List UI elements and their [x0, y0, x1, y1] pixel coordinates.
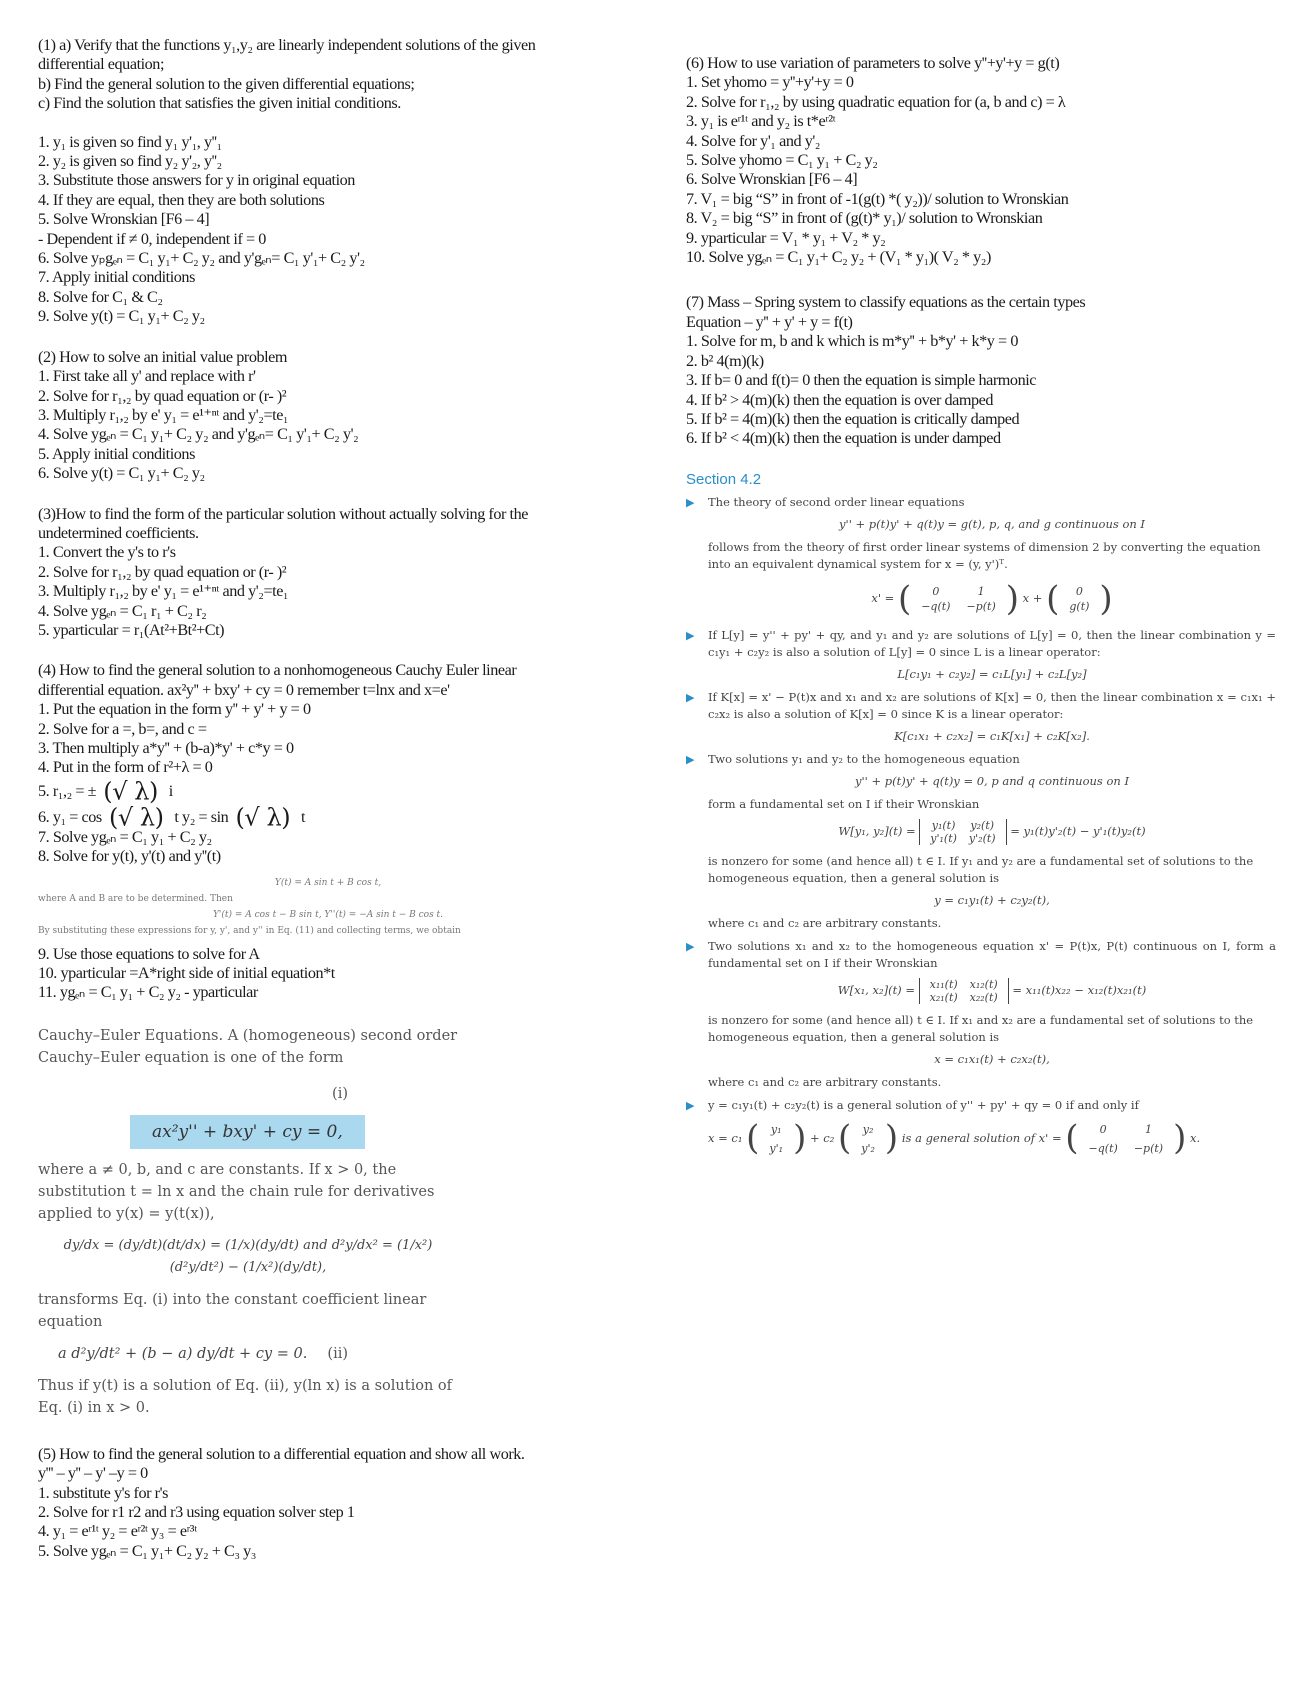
text-line: 4. Solve for y'₁ and y'₂ [686, 131, 821, 150]
right-column [686, 54, 1276, 1164]
matrix-entry: 0 [1099, 1122, 1107, 1136]
matrix-entry: −q(t) [921, 599, 951, 613]
triangle-bullet-icon: ▶ [686, 752, 695, 766]
triangle-bullet-icon: ▶ [686, 939, 695, 953]
x-plus: x + [1022, 590, 1043, 605]
matrix-entry: −p(t) [966, 599, 996, 613]
plus-c2: + c₂ [809, 1130, 835, 1145]
bullet-6 [686, 1097, 1276, 1114]
wronskian-y [708, 819, 1276, 845]
text-line: 7. Solve ygₑₙ = C₁ y₁ + C₂ y₂ [38, 827, 212, 846]
text-line: 2. Solve for r1 r2 and r3 using equation solver step 1 [38, 1503, 355, 1522]
forcing-vector: ( 0 g(t) ) [1046, 578, 1113, 619]
matrix-entry: y'₂ [861, 1141, 875, 1155]
text-line: differential equation; [38, 55, 164, 74]
text-line: 8. V₂ = big “S” in front of (g(t)* y₁)/ solution to Wronskian [686, 209, 1043, 228]
x-prime: x' = [871, 590, 895, 605]
text-line: 10. yparticular =A*right side of initial equation*t [38, 964, 335, 982]
matrix-entry: 1 [1144, 1122, 1152, 1136]
text-line: 9. Solve y(t) = C₁ y₁+ C₂ y₂ [38, 307, 205, 326]
wronskian-determinant [919, 819, 1006, 845]
textbook-paragraph: Thus if y(t) is a solution of Eq. (ii), y(ln x) is a solution of Eq. (i) in x > 0. [38, 1377, 452, 1416]
matrix-entry: y'₁(t) [930, 831, 957, 845]
y2-sin-label: t y₂ = sin [174, 807, 229, 826]
text-line: 4. y₁ = eʳ¹ᵗ y₂ = eʳ²ᵗ y₃ = eʳ³ᵗ [38, 1522, 197, 1541]
text-line: 4. If b² > 4(m)(k) then the equation is over damped [686, 390, 994, 409]
section-heading: Section 4.2 [686, 470, 762, 488]
text-line: c) Find the solution that satisfies the given initial conditions. [38, 94, 401, 113]
text-line: 3. Multiply r₁,₂ by e' y₁ = e¹⁺ⁿᵗ and y'₂=te₁ [38, 405, 289, 424]
text-line: 1. Solve for m, b and k which is m*y'' + b*y' + k*y = 0 [686, 332, 1018, 351]
text-line: 1. Put the equation in the form y'' + y' + y = 0 [38, 700, 311, 719]
cauchy-euler-equation: ax²y'' + bxy' + cy = 0, [130, 1115, 365, 1149]
text-line: 5. If b² = 4(m)(k) then the equation is critically damped [686, 409, 1020, 428]
imag-unit: i [168, 781, 173, 800]
triangle-bullet-icon: ▶ [686, 690, 695, 704]
text-line: 5. Solve yhomo = C₁ y₁ + C₂ y₂ [686, 151, 878, 170]
matrix-entry: y'₁ [769, 1141, 784, 1155]
bullet-text: y = c₁y₁(t) + c₂y₂(t) is a general solution of y'' + py' + qy = 0 if and only if [708, 1097, 1139, 1112]
text-line: 11. ygₑₙ = C₁ y₁ + C₂ y₂ - yparticular [38, 983, 258, 1002]
text-line: 4. Solve ygₑₙ = C₁ r₁ + C₂ r₂ [38, 601, 207, 620]
y1-cos-label: 6. y₁ = cos [38, 807, 102, 826]
bullet-5 [686, 938, 1276, 972]
section-4c [38, 945, 618, 1003]
bullet-paragraph: follows from the theory of first order linear systems of dimension 2 by converting the equation into an equivalent dynamical system for x = (y, y')ᵀ. [708, 539, 1261, 571]
text-line: 3. If b= 0 and f(t)= 0 then the equation is simple harmonic [686, 371, 1036, 390]
bullet-text: Two solutions x₁ and x₂ to the homogeneous equation x' = P(t)x, P(t) continuous on I, form a fundamental set on I if their Wronskian [708, 938, 1276, 970]
text-line: Equation – y'' + y' + y = f(t) [686, 312, 853, 331]
text-line: (1) a) Verify that the functions y₁,y₂ are linearly independent solutions of the given [38, 36, 536, 54]
constant-coeff-equation: a d²y/dt² + (b − a) dy/dt + cy = 0. [58, 1345, 308, 1362]
bullet-text: If K[x] = x' − P(t)x and x₁ and x₂ are solutions of K[x] = 0, then the linear combination x = c₁x₁ + c₂x₂ is also a solution of K[x] = 0 since K is a linear operator: [708, 689, 1276, 721]
chain-rule-equation: dy/dx = (dy/dt)(dt/dx) = (1/x)(dy/dt) and d²y/dx² = (1/x²)(d²y/dt²) − (1/x²)(dy/dt), [63, 1237, 433, 1275]
wronskian-x [708, 978, 1276, 1004]
matrix-entry: −q(t) [1088, 1141, 1118, 1155]
scan-line: Y(t) = A sin t + B cos t, [274, 877, 382, 888]
section-6 [686, 54, 1276, 267]
bullet-paragraph: is nonzero for some (and hence all) t ∈ I. If x₁ and x₂ are a fundamental set of solutions to the homogeneous equation, then a general solution is [708, 1012, 1254, 1044]
equation-number: (i) [332, 1085, 348, 1102]
matrix-entry: y₂(t) [970, 818, 995, 832]
second-order-equation: y'' + p(t)y' + q(t)y = g(t), p, q, and g continuous on I [839, 516, 1145, 531]
text-line: 8. Solve for C₁ & C₂ [38, 287, 163, 306]
textbook-paragraph: where a ≠ 0, b, and c are constants. If x > 0, the substitution t = ln x and the chain rule for derivatives applied to y(x) = y(t(x)), [38, 1161, 435, 1222]
triangle-bullet-icon: ▶ [686, 628, 695, 642]
left-column [38, 36, 618, 1561]
section-4b [38, 828, 618, 867]
text-line: 3. y₁ is eʳ¹ᵗ and y₂ is t*eʳ²ᵗ [686, 112, 836, 131]
text-line: 6. Solve Wronskian [F6 – 4] [686, 170, 858, 189]
text-line: 4. Put in the form of r²+λ = 0 [38, 758, 213, 777]
vector-y2: ( y₂ y'₂ ) [837, 1118, 899, 1159]
scan-line: where A and B are to be determined. Then [38, 893, 233, 904]
is-general-solution: is a general solution of x' = [901, 1130, 1062, 1145]
linearity-equation: L[c₁y₁ + c₂y₂] = c₁L[y₁] + c₂L[y₂] [897, 666, 1087, 681]
textbook-excerpt [38, 1025, 458, 1419]
sqrt-lambda: (√ λ) [235, 803, 291, 832]
text-line: 4. Solve ygₑₙ = C₁ y₁+ C₂ y₂ and y'gₑₙ= C₁ y'₁+ C₂ y'₂ [38, 425, 359, 444]
bullet-paragraph: form a fundamental set on I if their Wronskian [708, 796, 980, 811]
section-3 [38, 505, 618, 641]
general-solution: x = c₁x₁(t) + c₂x₂(t), [934, 1051, 1050, 1066]
text-line: 1. y₁ is given so find y₁ y'₁, y''₁ [38, 132, 222, 151]
bullet-text: Two solutions y₁ and y₂ to the homogeneous equation [708, 751, 1020, 766]
text-line: 2. b² 4(m)(k) [686, 351, 764, 370]
text-line: (3)How to find the form of the particular solution without actually solving for the [38, 504, 528, 523]
text-line: 9. yparticular = V₁ * y₁ + V₂ * y₂ [686, 228, 886, 247]
text-line: 5. yparticular = r₁(At²+Bt²+Ct) [38, 620, 225, 639]
text-line: 3. Then multiply a*y'' + (b-a)*y' + c*y = 0 [38, 739, 294, 757]
text-line: (7) Mass – Spring system to classify equations as the certain types [686, 293, 1086, 312]
matrix-entry: y₁ [770, 1122, 782, 1136]
text-line: 5. Solve ygₑₙ = C₁ y₁+ C₂ y₂ + C₃ y₃ [38, 1541, 256, 1560]
equation-number: (ii) [327, 1345, 348, 1362]
bullet-text: If L[y] = y'' + py' + qy, and y₁ and y₂ are solutions of L[y] = 0, then the linear combination y = c₁y₁ + c₂y₂ is also a solution of L[y] = 0 since L is a linear operator: [708, 627, 1276, 659]
text-line: 6. Solve yₚgₑₙ = C₁ y₁+ C₂ y₂ and y'gₑₙ= C₁ y'₁+ C₂ y'₂ [38, 249, 365, 268]
text-line [38, 114, 618, 133]
general-solution: y = c₁y₁(t) + c₂y₂(t), [934, 892, 1050, 907]
section-2 [38, 348, 618, 484]
matrix-entry: 1 [977, 584, 985, 598]
x-end: x. [1190, 1130, 1201, 1145]
text-line: 3. Multiply r₁,₂ by e' y₁ = e¹⁺ⁿᵗ and y'₂=te₁ [38, 582, 289, 601]
text-line: 2. Solve for r₁,₂ by using quadratic equation for (a, b and c) = λ [686, 92, 1066, 111]
linearity-equation: K[c₁x₁ + c₂x₂] = c₁K[x₁] + c₂K[x₂]. [894, 728, 1090, 743]
sqrt-lambda: (√ λ) [103, 777, 158, 806]
triangle-bullet-icon: ▶ [686, 1098, 695, 1112]
wronskian-result: = x₁₁(t)x₂₂ − x₁₂(t)x₂₁(t) [1012, 982, 1147, 997]
vector-solution [708, 1120, 1276, 1158]
textbook-paragraph: transforms Eq. (i) into the constant coefficient linear equation [38, 1291, 427, 1330]
matrix-entry: −p(t) [1133, 1141, 1164, 1155]
text-line: 7. Apply initial conditions [38, 268, 195, 287]
text-line: 8. Solve for y(t), y'(t) and y''(t) [38, 847, 221, 866]
text-line: - Dependent if ≠ 0, independent if = 0 [38, 229, 266, 248]
roots-label: 5. r₁,₂ = ± [38, 781, 97, 800]
text-line: 2. Solve for r₁,₂ by quad equation or (r- )² [38, 386, 287, 405]
wronskian-label: W[y₁, y₂](t) = [838, 823, 916, 838]
textbook-paragraph: Cauchy–Euler Equations. A (homogeneous) second order Cauchy–Euler equation is one of the form [38, 1027, 458, 1066]
t-label: t [300, 807, 305, 826]
bullet-2 [686, 627, 1276, 661]
text-line: 1. First take all y' and replace with r' [38, 367, 256, 386]
system-equation [708, 579, 1276, 619]
triangle-bullet-icon: ▶ [686, 495, 695, 509]
text-line: 6. Solve y(t) = C₁ y₁+ C₂ y₂ [38, 464, 205, 483]
vector-y1: ( y₁ y'₁ ) [746, 1118, 807, 1159]
text-line: 1. Set yhomo = y''+y'+y = 0 [686, 73, 854, 92]
text-line: 2. Solve for a =, b=, and c = [38, 719, 207, 738]
coefficient-matrix: ( 0 1 −q(t) −p(t) ) [897, 578, 1019, 619]
text-line: 2. y₂ is given so find y₂ y'₂, y''₂ [38, 152, 222, 171]
x-c1: x = c₁ [708, 1130, 743, 1145]
bullet-text: The theory of second order linear equations [708, 494, 965, 509]
text-line: (6) How to use variation of parameters to solve y''+y'+y = g(t) [686, 54, 1060, 72]
text-line: 9. Use those equations to solve for A [38, 944, 260, 963]
section-1 [38, 36, 618, 327]
bullet-1 [686, 494, 1276, 511]
matrix-entry: y₁(t) [931, 818, 956, 832]
matrix-entry: y₂ [862, 1122, 874, 1136]
text-line: 7. V₁ = big “S” in front of -1(g(t) *( y₂))/ solution to Wronskian [686, 189, 1069, 208]
text-line: 1. substitute y's for r's [38, 1483, 168, 1502]
sqrt-lambda: (√ λ) [108, 803, 164, 832]
text-line: (2) How to solve an initial value problem [38, 347, 288, 366]
bullet-paragraph: where c₁ and c₂ are arbitrary constants. [708, 915, 942, 930]
text-line: 6. If b² < 4(m)(k) then the equation is under damped [686, 429, 1001, 448]
matrix-entry: x₁₁(t) [929, 977, 958, 991]
text-line: 2. Solve for r₁,₂ by quad equation or (r- )² [38, 562, 287, 581]
matrix-entry: 0 [1075, 584, 1083, 598]
section-7 [686, 293, 1276, 448]
wronskian-result: = y₁(t)y'₂(t) − y'₁(t)y₂(t) [1010, 823, 1146, 838]
matrix-entry: 0 [932, 584, 940, 598]
text-line: differential equation. ax²y'' + bxy' + cy = 0 remember t=lnx and x=e' [38, 680, 450, 699]
coefficient-matrix: ( 0 1 −q(t) −p(t) ) [1065, 1118, 1187, 1159]
matrix-entry: x₂₂(t) [969, 990, 998, 1004]
text-line: undetermined coefficients. [38, 523, 199, 542]
matrix-entry: x₂₁(t) [929, 990, 958, 1004]
bullet-paragraph: is nonzero for some (and hence all) t ∈ I. If y₁ and y₂ are a fundamental set of solutions to the homogeneous equation, then a general solution is [708, 853, 1254, 885]
text-line: 4. If they are equal, then they are both solutions [38, 190, 325, 209]
matrix-entry: g(t) [1069, 599, 1090, 613]
text-line: y''' – y'' – y' –y = 0 [38, 1464, 148, 1483]
text-line: 3. Substitute those answers for y in original equation [38, 171, 355, 190]
wronskian-label: W[x₁, x₂](t) = [837, 982, 915, 997]
text-line: (4) How to find the general solution to a nonhomogeneous Cauchy Euler linear [38, 661, 517, 680]
scanned-snippet [38, 875, 618, 939]
scan-line: By substituting these expressions for y, y', and y'' in Eq. (11) and collecting terms, we obtain [38, 925, 461, 936]
text-line: 5. Solve Wronskian [F6 – 4] [38, 210, 210, 229]
section-4 [38, 661, 618, 777]
scan-line: Y'(t) = A cos t − B sin t, Y''(t) = −A sin t − B cos t. [212, 909, 444, 920]
wronskian-determinant [919, 978, 1009, 1004]
text-line: 10. Solve ygₑₙ = C₁ y₁+ C₂ y₂ + (V₁ * y₁)( V₂ * y₂) [686, 248, 991, 267]
text-line: b) Find the general solution to the given differential equations; [38, 74, 415, 93]
bullet-4 [686, 751, 1276, 768]
text-line: 5. Apply initial conditions [38, 444, 195, 463]
matrix-entry: y'₂(t) [968, 831, 996, 845]
section-4-roots [38, 777, 618, 832]
text-line: 1. Convert the y's to r's [38, 543, 176, 562]
section-5 [38, 1445, 618, 1561]
matrix-entry: x₁₂(t) [969, 977, 998, 991]
bullet-paragraph: where c₁ and c₂ are arbitrary constants. [708, 1074, 942, 1089]
homogeneous-equation: y'' + p(t)y' + q(t)y = 0, p and q continuous on I [855, 773, 1129, 788]
text-line: (5) How to find the general solution to a differential equation and show all work. [38, 1444, 525, 1463]
bullet-3 [686, 689, 1276, 723]
